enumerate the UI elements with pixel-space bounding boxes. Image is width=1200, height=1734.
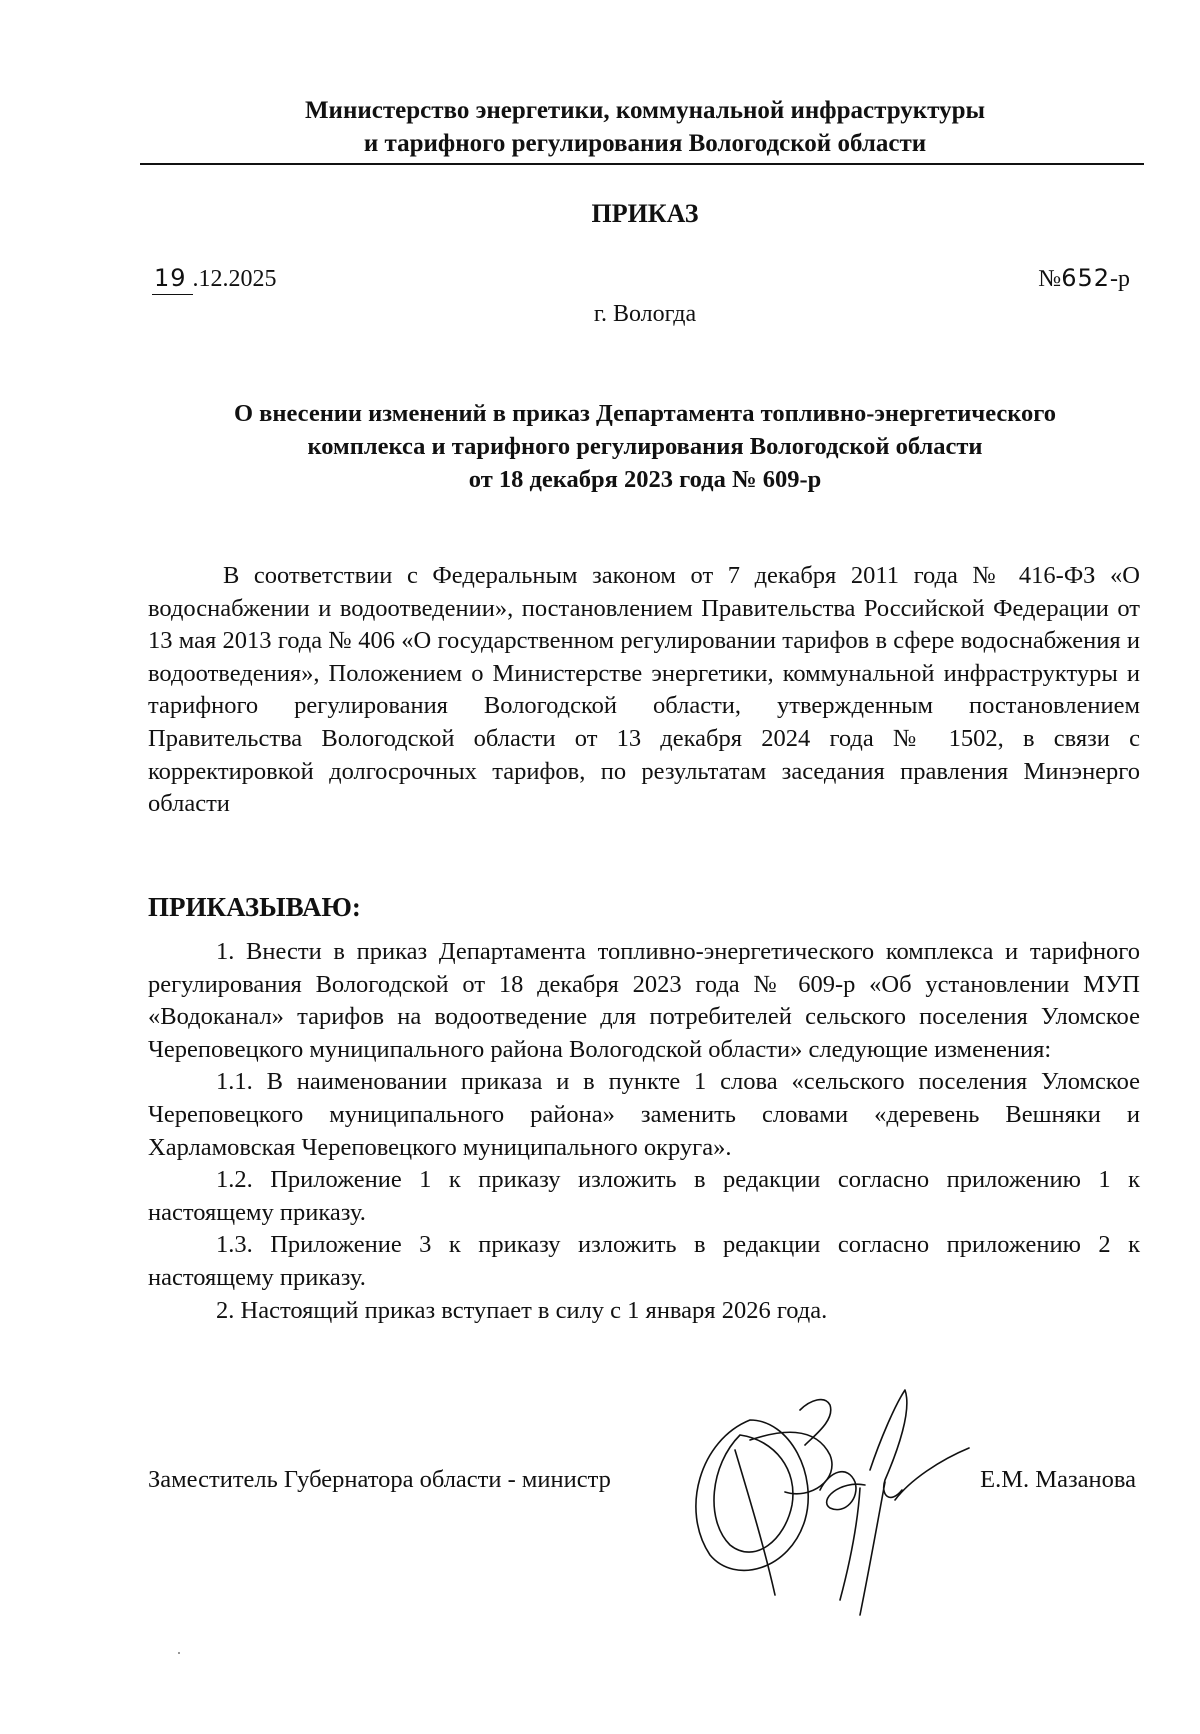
ministry-line-1: Министерство энергетики, коммунальной инфраструктуры	[304, 97, 986, 124]
order-items	[148, 936, 1140, 1327]
order-date-day: 19	[152, 262, 193, 295]
preamble-paragraph: В соответствии с Федеральным законом от 7 декабря 2011 года № 416-ФЗ «О водоснабжении и водоотведении», постановлением Правительства Российской Федерации от 13 мая 2013 года № 406 «О государственном регулировании тарифов в сфере водоснабжения и водоотведения», Положением о Министерстве энергетики, коммунальной инфраструктуры и тарифного регулирования Вологодской области, утвержденным постановлением Правительства Вологодской области от 13 декабря 2024 года № 1502, в связи с корректировкой долгосрочных тарифов, по результатам заседания правления Минэнерго области	[148, 562, 1140, 818]
order-subject	[150, 397, 1140, 496]
signatory-name: Е.М. Мазанова	[980, 1466, 1136, 1493]
order-word: ПРИКАЗЫВАЮ:	[148, 892, 361, 922]
signatory-position: Заместитель Губернатора области - министр	[148, 1466, 611, 1493]
order-number	[1038, 262, 1130, 295]
header-divider	[140, 163, 1144, 165]
order-city: г. Вологда	[593, 301, 697, 327]
handwritten-signature	[680, 1380, 970, 1620]
preamble	[148, 560, 1140, 821]
order-item-1-1: 1.1. В наименовании приказа и в пункте 1 слова «сельского поселения Уломское Череповецкого муниципального района» заменить словами «деревень Вешняки и Харламовская Череповецкого муниципального округа».	[148, 1068, 1140, 1161]
order-date	[152, 262, 277, 295]
subject-line-2: комплекса и тарифного регулирования Вологодской области	[307, 433, 983, 460]
ministry-header	[150, 94, 1140, 160]
scan-speck	[178, 1652, 180, 1654]
order-item-1: 1. Внести в приказ Департамента топливно-энергетического комплекса и тарифного регулирования Вологодской от 18 декабря 2023 года № 609-р «Об установлении МУП «Водоканал» тарифов на водоотведение для потребителей сельского поселения Уломское Череповецкого муниципального района Вологодской области» следующие изменения:	[148, 938, 1140, 1063]
order-item-1-3: 1.3. Приложение 3 к приказу изложить в редакции согласно приложению 2 к настоящему приказу.	[148, 1231, 1140, 1291]
ministry-line-2: и тарифного регулирования Вологодской области	[363, 130, 927, 157]
order-number-prefix: №	[1038, 266, 1062, 292]
order-date-rest: .12.2025	[192, 266, 277, 292]
order-item-2: 2. Настоящий приказ вступает в силу с 1 января 2026 года.	[216, 1296, 828, 1324]
order-item-1-2: 1.2. Приложение 1 к приказу изложить в редакции согласно приложению 1 к настоящему приказу.	[148, 1166, 1140, 1226]
order-title: ПРИКАЗ	[591, 199, 699, 228]
order-number-suffix: -р	[1110, 266, 1130, 292]
subject-line-1: О внесении изменений в приказ Департамента топливно-энергетического	[233, 400, 1057, 427]
subject-line-3: от 18 декабря 2023 года № 609-р	[468, 466, 822, 493]
order-number-value: 652	[1061, 264, 1110, 292]
